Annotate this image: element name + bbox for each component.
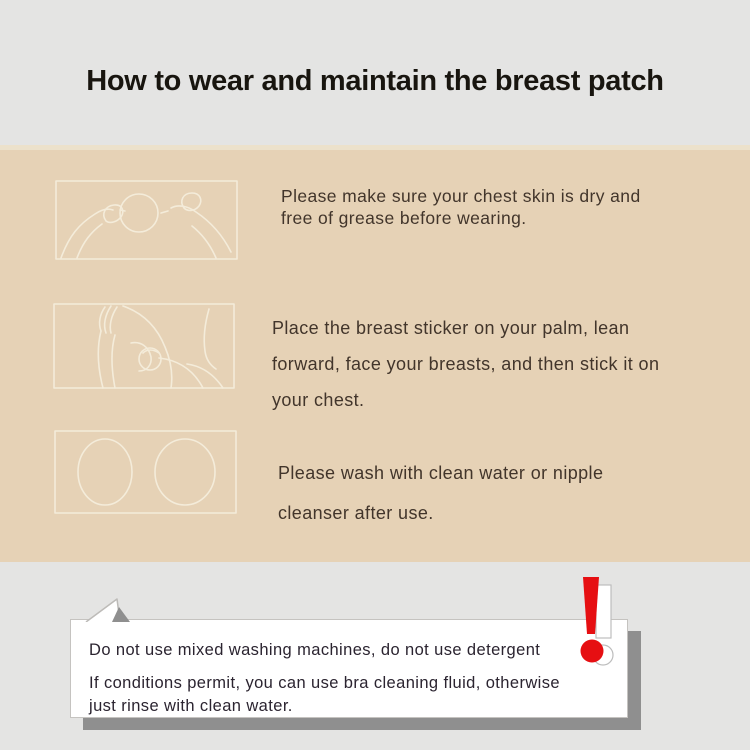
steps-section — [0, 145, 750, 562]
warning-section — [0, 562, 750, 750]
step-1-line-2: free of grease before wearing. — [281, 208, 527, 228]
hands-stretching-patch-illustration — [55, 180, 238, 260]
header-section — [0, 0, 750, 145]
step-2-line-3: your chest. — [272, 390, 365, 410]
step-3-text — [278, 453, 603, 533]
warning-line-3: just rinse with clean water. — [89, 696, 293, 715]
two-round-patches-illustration — [54, 430, 237, 514]
warning-line-1: Do not use mixed washing machines, do not use detergent — [89, 641, 541, 659]
step-2-line-1: Place the breast sticker on your palm, lean — [272, 318, 630, 338]
warning-text — [71, 620, 627, 717]
step-1-line-1: Please make sure your chest skin is dry and — [281, 186, 641, 206]
warning-line-2: If conditions permit, you can use bra cleaning fluid, otherwise — [89, 674, 560, 692]
bubble-tail-icon — [80, 592, 136, 627]
step-1-text — [281, 185, 641, 229]
step-3-line-2: cleanser after use. — [278, 503, 434, 523]
step-2-line-2: forward, face your breasts, and then stick it on — [272, 354, 660, 374]
sticking-patch-on-chest-illustration — [53, 303, 235, 389]
page-title: How to wear and maintain the breast patch — [86, 65, 664, 97]
exclamation-mark-icon — [578, 573, 618, 675]
warning-card — [70, 619, 628, 718]
step-2-text — [272, 310, 659, 418]
step-3-line-1: Please wash with clean water or nipple — [278, 463, 604, 483]
